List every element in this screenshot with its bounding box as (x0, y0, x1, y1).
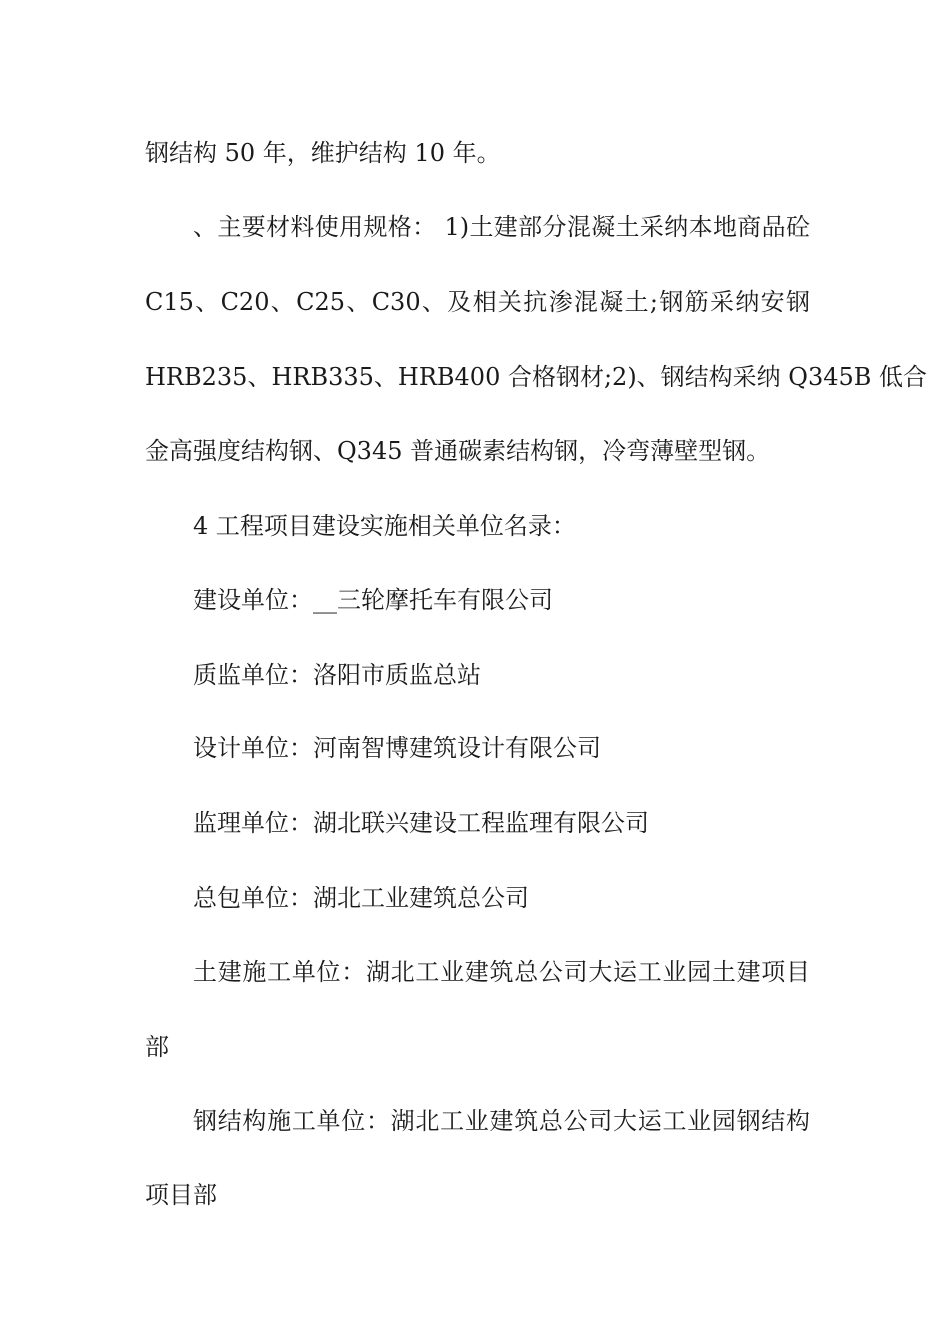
text-line-rebar-grades: HRB235、HRB335、HRB400 合格钢材;2)、钢结构采纳 Q345B 低合 (145, 363, 928, 391)
text-line-steel-contractor: 钢结构施工单位：湖北工业建筑总公司大运工业园钢结构 (193, 1107, 810, 1135)
text-line-design-unit: 设计单位：河南智博建筑设计有限公司 (193, 734, 601, 762)
text-line-civil-contractor: 土建施工单位：湖北工业建筑总公司大运工业园土建项目 (193, 958, 810, 986)
text-line-construction-unit: 建设单位：__三轮摩托车有限公司 (193, 586, 553, 614)
text-line-supervision-unit: 监理单位：湖北联兴建设工程监理有限公司 (193, 809, 649, 837)
text-line-general-contractor: 总包单位：湖北工业建筑总公司 (193, 884, 529, 912)
text-line-service-life: 钢结构 50 年，维护结构 10 年。 (145, 139, 501, 167)
text-line-civil-contractor-cont: 部 (145, 1033, 169, 1061)
section-heading-units-list: 4 工程项目建设实施相关单位名录： (193, 512, 576, 540)
text-line-steel-types: 金高强度结构钢、Q345 普通碳素结构钢，冷弯薄壁型钢。 (145, 437, 771, 465)
text-line-steel-contractor-cont: 项目部 (145, 1181, 217, 1209)
text-line-concrete-grades: C15、C20、C25、C30、及相关抗渗混凝土;钢筋采纳安钢 (145, 288, 810, 316)
text-line-quality-supervision-unit: 质监单位：洛阳市质监总站 (193, 661, 481, 689)
text-line-materials-heading: 、主要材料使用规格： 1)土建部分混凝土采纳本地商品砼 (193, 213, 810, 241)
